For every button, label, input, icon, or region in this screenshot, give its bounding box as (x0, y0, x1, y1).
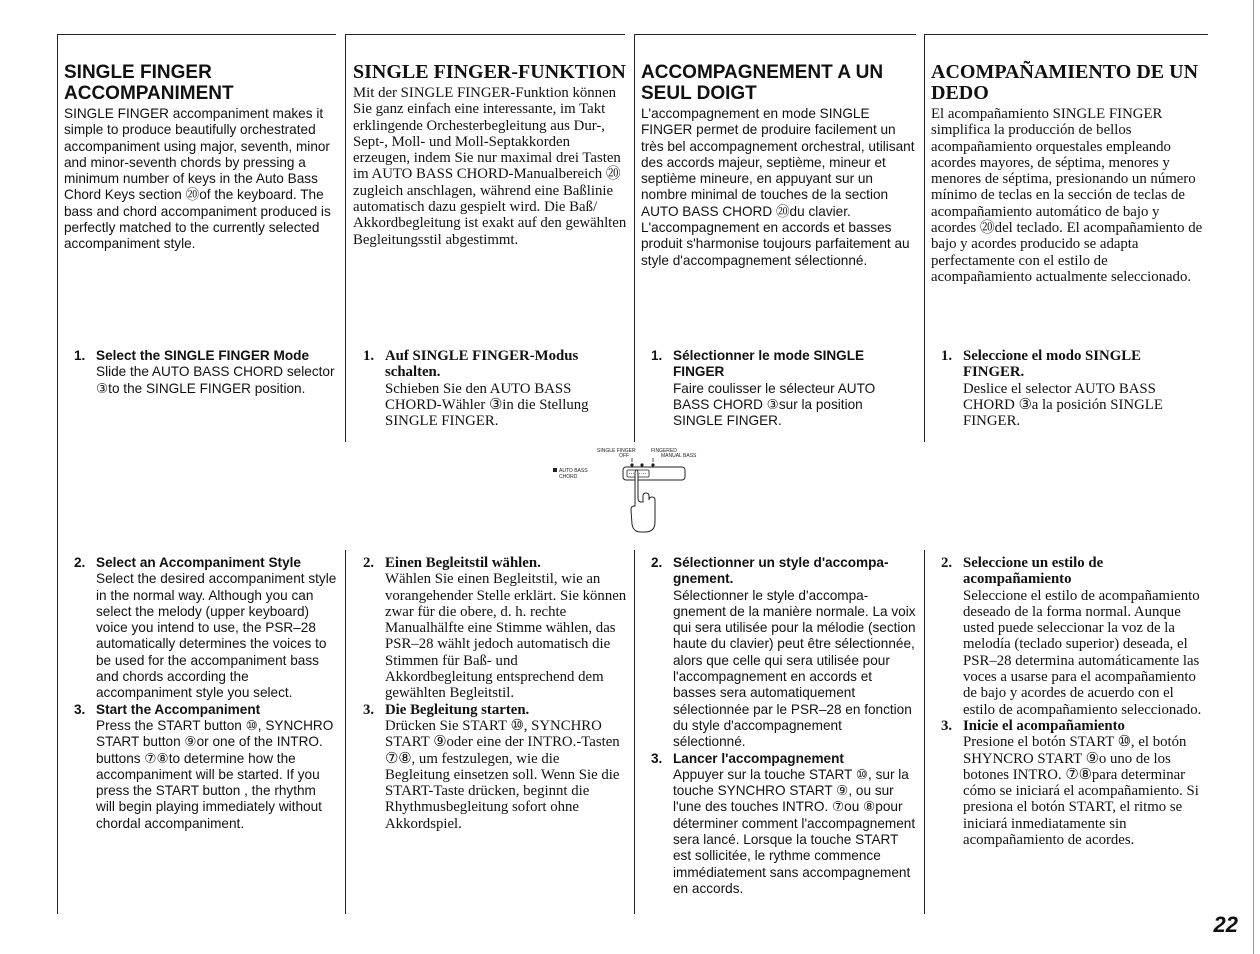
step-3 (651, 751, 917, 898)
step-number: 3. (941, 717, 953, 734)
finger-hand-icon (631, 470, 655, 532)
step-text: Presione el botón START ⑩, el botón SHYNCRO START ⑨o uno de los botones INTRO. ⑦⑧para determinar cómo se iniciará el acompañamiento. Si presiona el botón START, el ritmo se iniciará inmediatamente sin acompañamiento de acordes. (963, 734, 1199, 849)
step-2 (651, 555, 917, 751)
intro-text: SINGLE FINGER accompaniment makes it simple to produce beautifully orchestrated accompaniment using major, seventh, minor and minor-seventh chords by pressing a minimum number of keys in the Auto Bass Chord Keys section ⑳of the keyboard. The bass and chord accompaniment produced is perfectly matched to the currently selected accompaniment style. (64, 106, 331, 252)
intro-text: El acompañamiento SINGLE FINGER simplifica la producción de bellos acompañamiento orquestales empleando acordes mayores, de séptima, menores y menores de séptima, presionando un número mínimo de teclas en la sección de teclas de acompañamiento automático de bajo y acordes ⑳del teclado. El acompañamiento de bajo y acordes producido se adapta perfectamente con el estilo de acompañamiento actualmente seleccionado. (931, 106, 1203, 285)
page-number: 22 (1213, 912, 1238, 937)
step-2 (74, 555, 338, 702)
auto-bass-chord-selector-diagram (545, 440, 725, 540)
label-manual-bass: MANUAL BASS (661, 453, 697, 459)
step-text: Deslice el selector AUTO BASS CHORD ③a la posición SINGLE FINGER. (963, 380, 1163, 430)
label-fingered: FINGERED (651, 448, 677, 454)
step-text: Appuyer sur la touche START ⑩, sur la touche SYNCHRO START ⑨, ou sur l'une des touches INTRO. ⑦ou ⑧pour déterminer comment l'accompagnement sera lancé. Lorsque la touche START est sollicitée, le rythme commence immédiatement sans accompagnement en accords. (673, 766, 916, 896)
step-number: 1. (941, 348, 953, 364)
step-text: Sélectionner le style d'accompa-gnement de la manière normale. La voix qui sera utilisée pour la mélodie (section haute du clavier) peut être sélectionnée, alors que celle qui sera utilisée pour l'accompagnement en accords et basses sera automatiquement sélectionnée par le PSR–28 en fonction du style d'accompagnement sélectionné. (673, 587, 916, 750)
column-spanish (931, 62, 1203, 285)
step-number: 1. (74, 348, 86, 363)
step-text: Seleccione el estilo de acompañamiento deseado de la forma normal. Aunque usted puede seleccionar la voz de la melodía (teclado superior) deseada, el PSR–28 determina automáticamente las voces a usarse para el acompañamiento de bajo y acordes de acuerdo con el estilo de acompañamiento seleccionado. (963, 587, 1202, 718)
vertical-rule-3b (634, 550, 635, 914)
intro-text: Mit der SINGLE FINGER-Funktion können Sie ganz einfach eine interessante, im Takt erklingende Orchesterbegleitung aus Dur-, Sept-, Moll- und Moll-Septakkorden erzeugen, indem Sie nur maximal drei Tasten im AUTO BASS CHORD-Manualbereich ⑳ zugleich anschlagen, während eine Baßlinie automatisch dazu gespielt wird. Die Baß/ Akkordbegleitung ist exakt auf den gewählten Begleitungsstil abgestimmt. (353, 85, 627, 248)
step-2 (363, 555, 628, 702)
step-1 (74, 348, 336, 397)
column-french (641, 62, 917, 269)
vertical-rule-3 (634, 34, 635, 442)
step-1 (941, 348, 1203, 429)
step-number: 3. (651, 750, 663, 766)
label-off: OFF (619, 453, 629, 459)
step-heading: Auf SINGLE FINGER-Modus schalten. (385, 348, 579, 381)
label-chord: CHORD (559, 474, 578, 480)
step-number: 3. (363, 701, 375, 718)
label-auto-bass: AUTO BASS (559, 468, 588, 474)
column-german (353, 62, 628, 248)
step-3 (363, 702, 628, 832)
step-heading: Die Begleitung starten. (385, 701, 530, 718)
step-1 (363, 348, 625, 429)
top-rule-4 (924, 34, 1208, 35)
step-heading: Select an Accompaniment Style (96, 555, 301, 570)
step-heading: Seleccione un estilo de acompañamiento (963, 555, 1104, 588)
top-rule-2 (345, 34, 625, 35)
step-2 (941, 555, 1205, 718)
steps-german-2 (363, 555, 628, 832)
column-english (64, 62, 338, 253)
section-title: SINGLE FINGER-FUNKTION (353, 61, 626, 83)
steps-english-2 (74, 555, 338, 832)
vertical-rule-1 (57, 34, 58, 914)
top-rule-1 (57, 34, 336, 35)
step-heading: Select the SINGLE FINGER Mode (96, 348, 309, 363)
step-number: 2. (74, 555, 86, 570)
intro-text: L'accompagnement en mode SINGLE FINGER permet de produire facilement un très bel accompagnement orchestral, utilisant des accords majeur, septième, mineur et septième mineure, en appuyant sur un nombre minimal de touches de la section AUTO BASS CHORD ⑳du clavier. L'accompagnement en accords et basses produit s'harmonise toujours parfaitement au style d'accompagnement sélectionné. (641, 106, 915, 268)
indicator-square (553, 468, 557, 472)
step-number: 2. (363, 555, 375, 571)
step-text: Press the START button ⑩, SYNCHRO START button ⑨or one of the INTRO. buttons ⑦⑧to determine how the accompaniment will be started. If you press the START button , the rhythm will begin playing immediately without chordal accompaniment. (96, 717, 334, 831)
step-text: Drücken Sie START ⑩, SYNCHRO START ⑨oder eine der INTRO.-Tasten ⑦⑧, um festzulegen, wie die Begleitung einsetzen soll. Wenn Sie die START-Taste drücken, beginnt die Rhythmusbegleitung sofort ohne Akkordspiel. (385, 717, 620, 832)
position-dot (630, 463, 633, 466)
step-number: 3. (74, 701, 86, 717)
vertical-rule-4b (924, 550, 925, 914)
step-number: 2. (941, 555, 953, 571)
step-text: Select the desired accompaniment style in the normal way. Although you can select the melody (upper keyboard) voice you intend to use, the PSR–28 automatically determines the voices to be used for the accompaniment bass and chords according the accompaniment style you select. (96, 571, 337, 701)
step-number: 2. (651, 555, 663, 570)
steps-spanish-2 (941, 555, 1205, 848)
label-single-finger: SINGLE FINGER (597, 448, 636, 454)
vertical-rule-2b (345, 550, 346, 914)
step-heading: Start the Accompaniment (96, 701, 261, 717)
step-number: 1. (651, 348, 663, 363)
section-title: ACOMPAÑAMIENTO DE UN DEDO (931, 61, 1199, 104)
steps-french-2 (651, 555, 917, 897)
position-dot (640, 463, 643, 466)
selector-slot (623, 467, 685, 480)
vertical-rule-4 (924, 34, 925, 442)
position-dot (651, 463, 654, 466)
page-edge-rule (1253, 0, 1254, 954)
top-rule-3 (634, 34, 916, 35)
step-heading: Sélectionner un style d'accompa-gnement. (673, 555, 889, 587)
step-heading: Seleccione el modo SINGLE FINGER. (963, 348, 1141, 381)
step-3 (941, 718, 1205, 848)
steps-german-1 (363, 348, 625, 429)
steps-english-1 (74, 348, 336, 397)
step-heading: Inicie el acompañamiento (963, 717, 1125, 734)
step-number: 1. (363, 348, 375, 364)
step-1 (651, 348, 913, 429)
steps-spanish-1 (941, 348, 1203, 429)
step-text: Schieben Sie den AUTO BASS CHORD-Wähler ③in die Stellung SINGLE FINGER. (385, 380, 589, 430)
step-heading: Lancer l'accompagnement (673, 750, 844, 766)
step-text: Wählen Sie einen Begleitstil, wie an vorangehender Stelle erklärt. Sie können zwar für die obere, d. h. rechte Manualhälfte eine Stimme wählen, das PSR–28 wählt jedoch automatisch die Stimmen für Baß- und Akkordbegleitung entsprechend dem gewählten Begleitstil. (385, 571, 627, 702)
step-text: Slide the AUTO BASS CHORD selector ③to the SINGLE FINGER position. (96, 364, 335, 396)
step-3 (74, 702, 338, 832)
section-title: SINGLE FINGER ACCOMPANIMENT (64, 62, 234, 104)
section-title: ACCOMPAGNEMENT A UN SEUL DOIGT (641, 62, 884, 104)
step-text: Faire coulisser le sélecteur AUTO BASS CHORD ③sur la position SINGLE FINGER. (673, 380, 876, 429)
vertical-rule-2 (345, 34, 346, 442)
steps-french-1 (651, 348, 913, 429)
step-heading: Einen Begleitstil wählen. (385, 555, 541, 571)
step-heading: Sélectionner le mode SINGLE FINGER (673, 348, 865, 380)
